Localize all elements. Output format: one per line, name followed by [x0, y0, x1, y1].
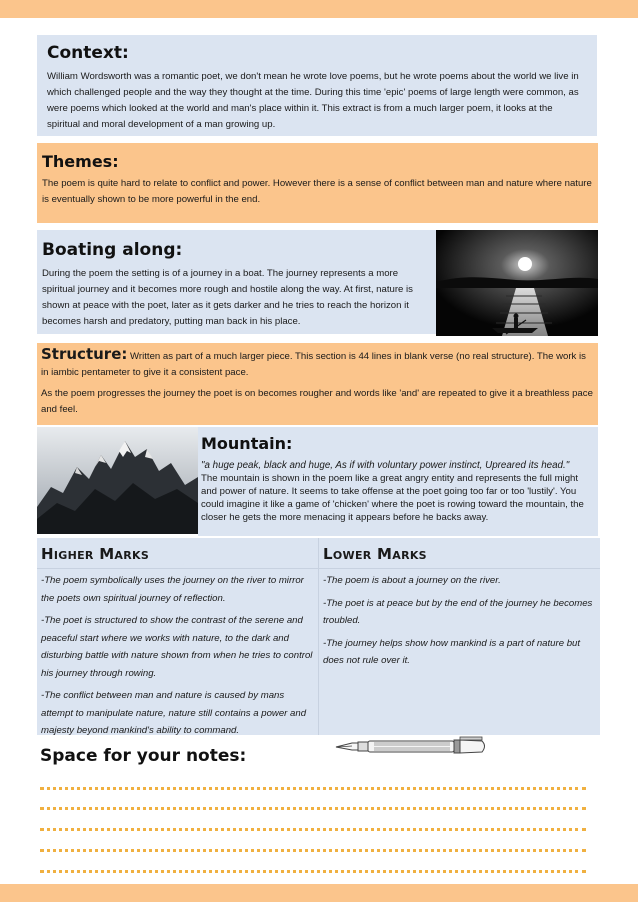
structure-title: Structure: [41, 345, 128, 363]
top-banner [0, 0, 638, 18]
themes-section [37, 143, 598, 223]
structure-section [37, 343, 598, 425]
notes-title: Space for your notes: [40, 746, 247, 766]
themes-title: Themes: [42, 152, 119, 171]
boating-text: During the poem the setting is of a journey in a boat. The journey represents a more spiritual journey and it becomes more rough and hostile along the way. At first, nature is shown at peace with the poet, later as it gets darker and he tries to reach the horizon it becomes harsh and predatory, putting man back in his place. [42, 268, 413, 327]
structure-text-body: Written as part of a much larger piece. This section is 44 lines in blank verse (no real structure). The work is in iambic pentameter to give it a consistent pace. [41, 351, 586, 378]
notes-line[interactable] [40, 870, 586, 873]
higher-marks-column [37, 538, 319, 735]
structure-text [41, 346, 594, 381]
marks-table [37, 538, 600, 735]
mountain-section [198, 427, 598, 536]
context-text: William Wordsworth was a romantic poet, we don't mean he wrote love poems, but he wrote poems about the world we live in which challenged people and the way they thought at the time. During this time 'epic' poems of large length were common, as were poems which looked at the world and man's place within it. This extract is from a much larger poem, it looks at the spiritual and moral development of a man growing up. [47, 71, 579, 130]
higher-marks-title: Higher Marks [41, 545, 150, 563]
notes-line[interactable] [40, 828, 586, 831]
context-section [37, 35, 597, 136]
fountain-pen-icon [334, 733, 489, 759]
lower-marks-point: -The poet is at peace but by the end of the journey he becomes troubled. [323, 597, 593, 626]
lower-marks-title: Lower Marks [323, 545, 427, 563]
boating-section [37, 230, 436, 334]
structure-text-2: As the poem progresses the journey the poet is on becomes rougher and words like 'and' are repeated to give it a breathless pace and feel. [41, 388, 593, 415]
lower-marks-point: -The journey helps show how mankind is a part of nature but does not rule over it. [323, 637, 581, 666]
lower-marks-divider [319, 568, 600, 569]
mountain-text: The mountain is shown in the poem like a great angry entity and represents the full might and power of nature. It seems to take offense at the poet going too far or too 'lustily'. You could imagine it like a game of 'chicken' where the poet is rowing toward the mountain, the closer he gets the more menacing it appears before he backs away. [201, 473, 584, 523]
higher-marks-point: -The conflict between man and nature is caused by mans attempt to manipulate nature, nature still contains a power and majesty beyond mankind's ability to command. [41, 690, 307, 736]
bottom-banner [0, 884, 638, 902]
higher-marks-divider [37, 568, 318, 569]
higher-marks-point: -The poet is structured to show the contrast of the serene and peaceful start where we works with nature, to the dark and disturbing battle with nature shown from when he tries to control his journey through rowing. [41, 615, 313, 679]
themes-text: The poem is quite hard to relate to conflict and power. However there is a sense of conflict between man and nature where nature is eventually shown to be more powerful in the end. [42, 178, 592, 205]
boating-title: Boating along: [42, 240, 183, 260]
context-title: Context: [47, 43, 129, 63]
mountain-quote: "a huge peak, black and huge, As if with voluntary power instinct, Upreared its head." [201, 460, 570, 471]
mountain-image [37, 427, 198, 534]
higher-marks-point: -The poem symbolically uses the journey on the river to mirror the poets own spiritual journey of reflection. [41, 575, 304, 604]
lower-marks-point: -The poem is about a journey on the river. [323, 575, 501, 586]
mountain-title: Mountain: [201, 434, 293, 453]
lower-marks-column [319, 538, 600, 735]
notes-line[interactable] [40, 807, 586, 810]
notes-line[interactable] [40, 849, 586, 852]
notes-line[interactable] [40, 787, 586, 790]
moonlit-boat-image [436, 230, 598, 336]
